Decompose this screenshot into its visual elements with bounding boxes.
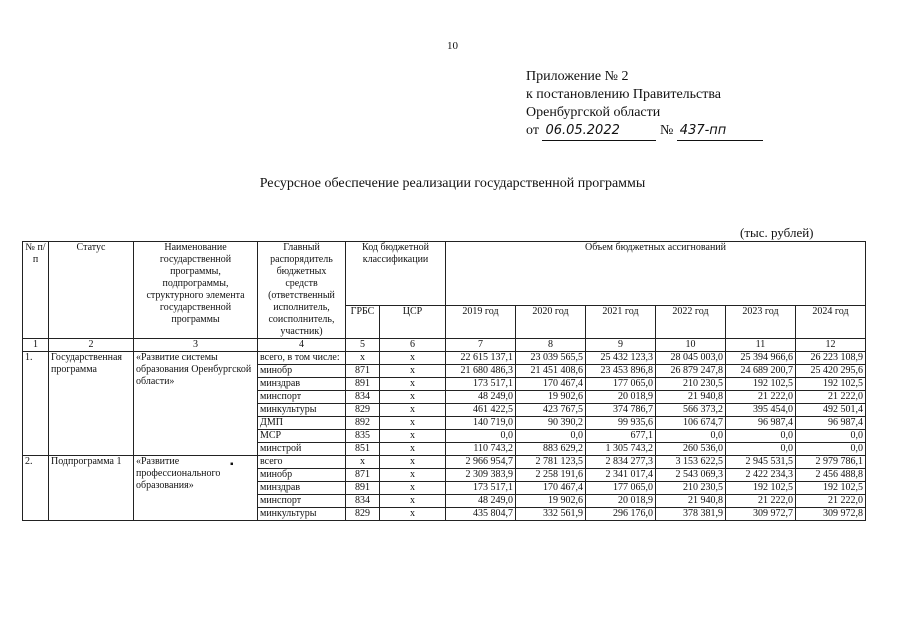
row-value: 1 305 743,2: [586, 443, 656, 456]
column-number: 2: [49, 339, 134, 352]
row-value: 374 786,7: [586, 404, 656, 417]
row-grbs: 871: [346, 469, 380, 482]
appendix-line3: Оренбургской области: [526, 105, 661, 120]
row-value: 2 543 069,3: [656, 469, 726, 482]
row-value: 173 517,1: [446, 482, 516, 495]
resource-table: [22, 241, 866, 521]
header-grbs: ГРБС: [346, 305, 380, 338]
row-value: 883 629,2: [516, 443, 586, 456]
column-number: 3: [134, 339, 258, 352]
row-value: 0,0: [796, 430, 866, 443]
row-value: 21 451 408,6: [516, 365, 586, 378]
row-csr: х: [380, 417, 446, 430]
row-name: «Развитие профессионального образования»: [134, 456, 258, 521]
column-number: 5: [346, 339, 380, 352]
row-name: «Развитие системы образования Оренбургской области»: [134, 352, 258, 456]
row-csr: х: [380, 352, 446, 365]
column-number: 6: [380, 339, 446, 352]
row-value: 24 689 200,7: [726, 365, 796, 378]
page-number: 10: [447, 40, 458, 52]
row-admin: МСР: [258, 430, 346, 443]
row-value: 99 935,6: [586, 417, 656, 430]
row-value: 3 153 622,5: [656, 456, 726, 469]
column-number: 4: [258, 339, 346, 352]
row-value: 22 615 137,1: [446, 352, 516, 365]
row-grbs: х: [346, 456, 380, 469]
row-value: 48 249,0: [446, 391, 516, 404]
row-admin: минздрав: [258, 482, 346, 495]
row-csr: х: [380, 456, 446, 469]
row-value: 2 258 191,6: [516, 469, 586, 482]
row-admin: минспорт: [258, 391, 346, 404]
row-value: 461 422,5: [446, 404, 516, 417]
row-value: 25 432 123,3: [586, 352, 656, 365]
row-csr: х: [380, 378, 446, 391]
row-value: 2 422 234,3: [726, 469, 796, 482]
row-value: 26 879 247,8: [656, 365, 726, 378]
row-value: 140 719,0: [446, 417, 516, 430]
row-value: 23 039 565,5: [516, 352, 586, 365]
header-year-2024: 2024 год: [796, 305, 866, 338]
appendix-block: [526, 68, 763, 141]
row-value: 21 222,0: [726, 391, 796, 404]
row-value: 210 230,5: [656, 482, 726, 495]
row-value: 170 467,4: [516, 378, 586, 391]
row-value: 48 249,0: [446, 495, 516, 508]
document-title: Ресурсное обеспечение реализации государственной программы: [259, 176, 646, 191]
appendix-line2: к постановлению Правительства: [526, 87, 722, 102]
header-year-2020: 2020 год: [516, 305, 586, 338]
row-value: 192 102,5: [726, 378, 796, 391]
row-value: 0,0: [516, 430, 586, 443]
row-status: Подпрограмма 1: [49, 456, 134, 521]
row-num: 1.: [23, 352, 49, 456]
row-value: 21 222,0: [726, 495, 796, 508]
row-value: 110 743,2: [446, 443, 516, 456]
header-year-2021: 2021 год: [586, 305, 656, 338]
row-grbs: 835: [346, 430, 380, 443]
row-status: Государственная программа: [49, 352, 134, 456]
column-number-row: [23, 339, 866, 352]
row-value: 2 945 531,5: [726, 456, 796, 469]
decree-number: 437-пп: [677, 122, 763, 141]
row-admin: всего: [258, 456, 346, 469]
row-value: 192 102,5: [726, 482, 796, 495]
row-value: 378 381,9: [656, 508, 726, 521]
row-value: 23 453 896,8: [586, 365, 656, 378]
row-value: 492 501,4: [796, 404, 866, 417]
row-value: 21 222,0: [796, 495, 866, 508]
header-admin: Главный распорядитель бюджетных средств (ответственный исполнитель, соисполнитель, участник): [258, 242, 346, 339]
row-value: 435 804,7: [446, 508, 516, 521]
row-csr: х: [380, 404, 446, 417]
row-grbs: 891: [346, 482, 380, 495]
column-number: 11: [726, 339, 796, 352]
row-admin: минобр: [258, 365, 346, 378]
table-body: [23, 352, 866, 521]
row-csr: х: [380, 508, 446, 521]
header-name: Наименование государственной программы, подпрограммы, структурного элемента государственной программы: [134, 242, 258, 339]
number-label: №: [659, 123, 674, 138]
table-row: [23, 352, 866, 365]
row-admin: ДМП: [258, 417, 346, 430]
row-value: 0,0: [726, 443, 796, 456]
row-admin: минкультуры: [258, 508, 346, 521]
row-value: 26 223 108,9: [796, 352, 866, 365]
row-value: 2 309 383,9: [446, 469, 516, 482]
units-label: (тыс. рублей): [740, 225, 814, 240]
column-number: 7: [446, 339, 516, 352]
row-value: 423 767,5: [516, 404, 586, 417]
row-admin: минздрав: [258, 378, 346, 391]
row-value: 0,0: [656, 430, 726, 443]
row-value: 332 561,9: [516, 508, 586, 521]
row-value: 2 456 488,8: [796, 469, 866, 482]
table-row: [23, 456, 866, 469]
row-csr: х: [380, 391, 446, 404]
row-value: 20 018,9: [586, 391, 656, 404]
row-grbs: х: [346, 352, 380, 365]
row-value: 192 102,5: [796, 378, 866, 391]
row-csr: х: [380, 365, 446, 378]
row-value: 0,0: [446, 430, 516, 443]
row-grbs: 892: [346, 417, 380, 430]
row-value: 20 018,9: [586, 495, 656, 508]
row-grbs: 829: [346, 404, 380, 417]
appendix-line1: Приложение № 2: [526, 69, 629, 84]
row-csr: х: [380, 443, 446, 456]
row-num: 2.: [23, 456, 49, 521]
row-value: 19 902,6: [516, 391, 586, 404]
row-value: 25 394 966,6: [726, 352, 796, 365]
row-value: 677,1: [586, 430, 656, 443]
row-value: 309 972,7: [726, 508, 796, 521]
row-admin: минспорт: [258, 495, 346, 508]
row-admin: всего, в том числе:: [258, 352, 346, 365]
header-code-group: Код бюджетной классификации: [346, 242, 446, 306]
row-value: 177 065,0: [586, 482, 656, 495]
row-csr: х: [380, 482, 446, 495]
appendix-date-line: [526, 122, 763, 141]
row-csr: х: [380, 469, 446, 482]
column-number: 12: [796, 339, 866, 352]
row-value: 2 834 277,3: [586, 456, 656, 469]
row-value: 21 680 486,3: [446, 365, 516, 378]
row-value: 21 940,8: [656, 495, 726, 508]
row-value: 0,0: [796, 443, 866, 456]
row-value: 177 065,0: [586, 378, 656, 391]
row-value: 2 979 786,1: [796, 456, 866, 469]
row-value: 25 420 295,6: [796, 365, 866, 378]
row-value: 260 536,0: [656, 443, 726, 456]
column-number: 9: [586, 339, 656, 352]
header-csr: ЦСР: [380, 305, 446, 338]
row-value: 2 341 017,4: [586, 469, 656, 482]
decree-date: 06.05.2022: [542, 122, 656, 141]
row-value: 309 972,8: [796, 508, 866, 521]
row-value: 106 674,7: [656, 417, 726, 430]
row-value: 0,0: [726, 430, 796, 443]
row-value: 2 966 954,7: [446, 456, 516, 469]
header-num: № п/п: [23, 242, 49, 339]
row-grbs: 891: [346, 378, 380, 391]
column-number: 1: [23, 339, 49, 352]
row-grbs: 829: [346, 508, 380, 521]
row-grbs: 851: [346, 443, 380, 456]
row-admin: минобр: [258, 469, 346, 482]
row-value: 210 230,5: [656, 378, 726, 391]
row-value: 21 222,0: [796, 391, 866, 404]
row-csr: х: [380, 495, 446, 508]
row-value: 96 987,4: [796, 417, 866, 430]
row-csr: х: [380, 430, 446, 443]
row-value: 2 781 123,5: [516, 456, 586, 469]
column-number: 10: [656, 339, 726, 352]
row-value: 96 987,4: [726, 417, 796, 430]
row-grbs: 871: [346, 365, 380, 378]
row-value: 296 176,0: [586, 508, 656, 521]
row-value: 566 373,2: [656, 404, 726, 417]
header-year-2022: 2022 год: [656, 305, 726, 338]
header-year-2019: 2019 год: [446, 305, 516, 338]
row-value: 173 517,1: [446, 378, 516, 391]
row-value: 170 467,4: [516, 482, 586, 495]
stray-mark: ▪: [230, 459, 234, 470]
row-admin: минстрой: [258, 443, 346, 456]
header-year-2023: 2023 год: [726, 305, 796, 338]
row-value: 90 390,2: [516, 417, 586, 430]
from-label: от: [526, 123, 539, 138]
row-admin: минкультуры: [258, 404, 346, 417]
row-grbs: 834: [346, 391, 380, 404]
row-value: 395 454,0: [726, 404, 796, 417]
row-value: 19 902,6: [516, 495, 586, 508]
row-value: 28 045 003,0: [656, 352, 726, 365]
row-grbs: 834: [346, 495, 380, 508]
row-value: 192 102,5: [796, 482, 866, 495]
column-number: 8: [516, 339, 586, 352]
header-status: Статус: [49, 242, 134, 339]
header-volume-group: Объем бюджетных ассигнований: [446, 242, 866, 306]
row-value: 21 940,8: [656, 391, 726, 404]
